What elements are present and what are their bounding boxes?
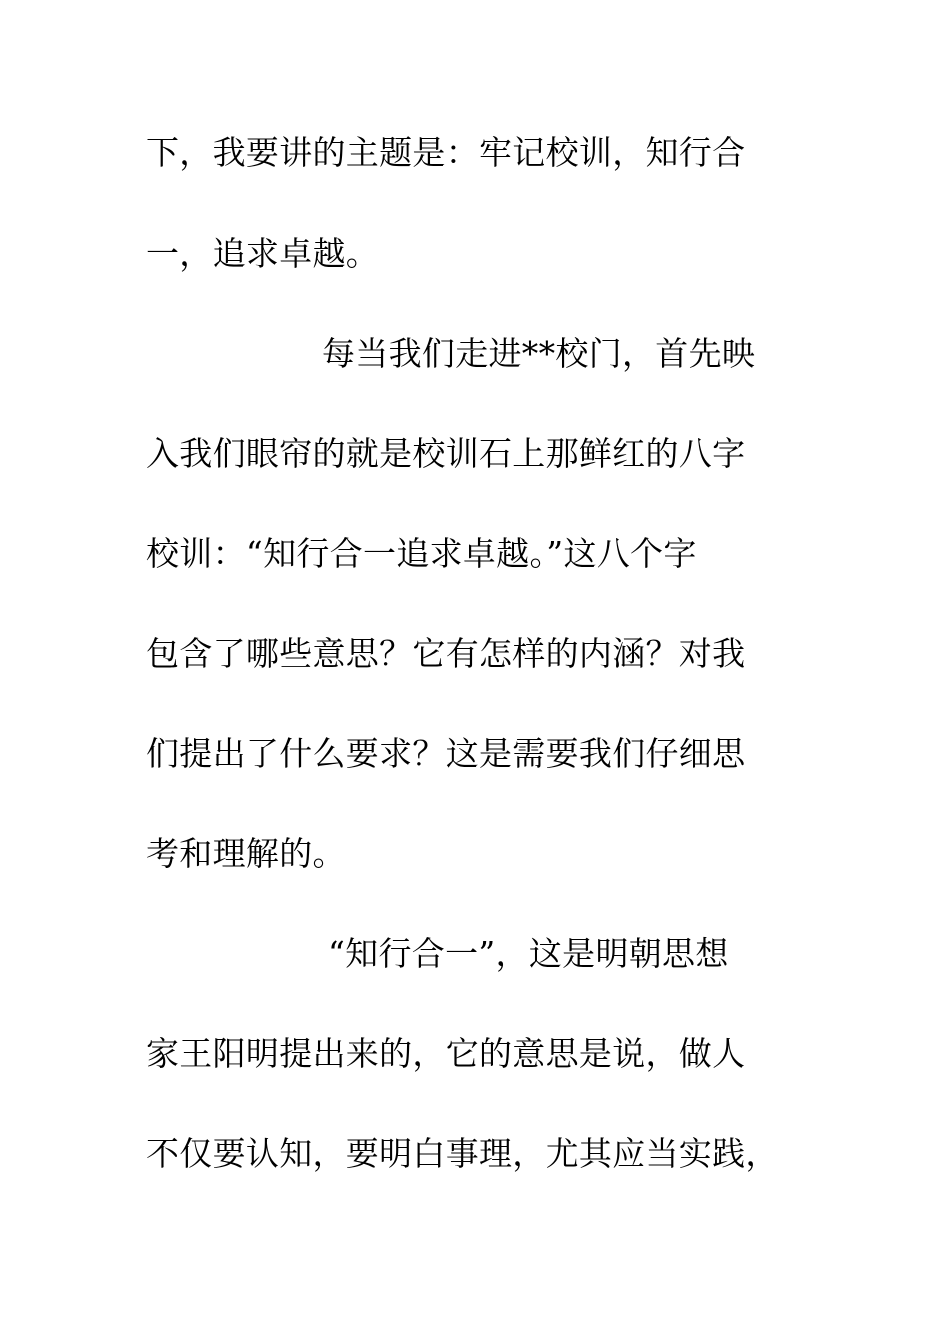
text-line: 考和理解的。 xyxy=(146,834,346,873)
text-line: 们提出了什么要求？这是需要我们仔细思 xyxy=(146,734,746,773)
text-line: 家王阳明提出来的，它的意思是说，做人 xyxy=(146,1034,746,1073)
text-line: 校训：“知行合一追求卓越。”这八个字 xyxy=(146,534,697,573)
text-line: 不仅要认知，要明白事理，尤其应当实践， xyxy=(146,1134,779,1173)
text-line: 每当我们走进**校门，首先映 xyxy=(322,334,756,373)
text-line: 下，我要讲的主题是：牢记校训，知行合 xyxy=(146,133,746,172)
text-line: “知行合一”，这是明朝思想 xyxy=(328,934,729,973)
text-line: 入我们眼帘的就是校训石上那鲜红的八字 xyxy=(146,434,746,473)
text-line: 一，追求卓越。 xyxy=(146,234,380,273)
text-line: 包含了哪些意思？它有怎样的内涵？对我 xyxy=(146,634,746,673)
